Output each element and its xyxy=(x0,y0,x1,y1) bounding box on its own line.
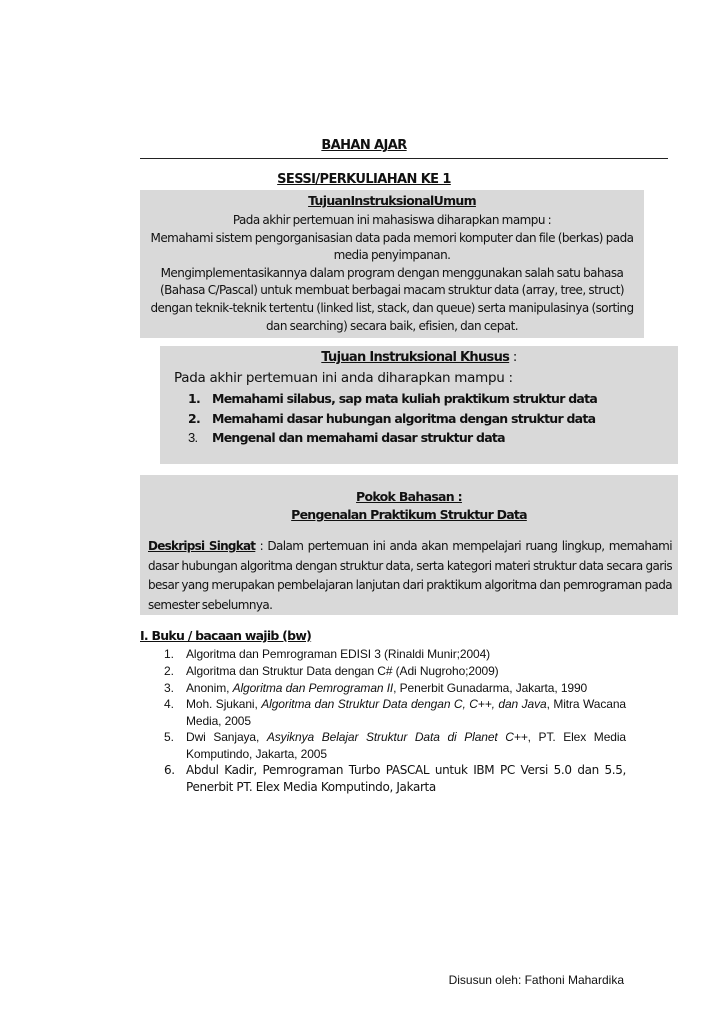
tik-item-text: Memahami silabus, sap mata kuliah praktikum struktur data xyxy=(212,391,598,406)
book-number: 5. xyxy=(164,730,174,745)
tik-item xyxy=(188,409,597,429)
tiu-body xyxy=(146,212,638,335)
tik-intro: Pada akhir pertemuan ini anda diharapkan mampu : xyxy=(174,370,513,386)
book-publisher: , Penerbit Gunadarma, Jakarta, 1990 xyxy=(393,680,588,695)
book-publisher: , Mitra Wacana Media, 2005 xyxy=(186,697,626,728)
tiu-line: dengan teknik-teknik tertentu (linked list, stack, dan queue) serta manipulasinya (sorting xyxy=(150,300,634,315)
book-author: Moh. Sjukani, xyxy=(186,697,262,712)
pokok-bahasan-title: Pokok Bahasan : xyxy=(356,489,462,504)
tik-heading xyxy=(160,350,678,365)
book-number: 6. xyxy=(164,763,175,778)
tik-item xyxy=(188,428,597,448)
tik-title: Tujuan Instruksional Khusus xyxy=(321,350,510,365)
tiu-line: Pada akhir pertemuan ini mahasiswa diharapkan mampu : xyxy=(232,213,552,227)
book-author: Dwi Sanjaya, xyxy=(186,730,267,745)
tiu-line: dan searching) secara baik, efisien, dan cepat. xyxy=(265,318,519,333)
tik-colon: : xyxy=(512,350,517,365)
deskripsi-singkat xyxy=(148,537,672,615)
book-item xyxy=(160,762,626,795)
book-number: 4. xyxy=(164,697,174,712)
footer-author: Disusun oleh: Fathoni Mahardika xyxy=(448,973,624,987)
book-title: Algoritma dan Pemrograman II xyxy=(232,680,394,695)
tiu-line: Memahami sistem pengorganisasian data pada memori komputer dan file (berkas) pada xyxy=(150,230,634,245)
book-number: 2. xyxy=(164,663,174,678)
tiu-title: TujuanInstruksionalUmum xyxy=(308,193,476,208)
book-publisher: , PT. Elex Media Komputindo, Jakarta, 2005 xyxy=(186,730,626,761)
session-title: SESSI/PERKULIAHAN KE 1 xyxy=(277,172,451,187)
pokok-bahasan-subtitle: Pengenalan Praktikum Struktur Data xyxy=(291,507,527,522)
tik-list xyxy=(188,389,597,448)
book-item xyxy=(160,646,626,662)
book-item xyxy=(160,663,626,679)
tik-item-text: Memahami dasar hubungan algoritma dengan struktur data xyxy=(212,410,596,426)
tiu-line: Mengimplementasikannya dalam program dengan menggunakan salah satu bahasa xyxy=(160,265,624,280)
book-title: Algoritma dan Struktur Data dengan C, C++, dan Java xyxy=(261,697,547,712)
book-text: Abdul Kadir, Pemrograman Turbo PASCAL untuk IBM PC Versi 5.0 dan 5.5, Penerbit PT. Elex Media Komputindo, Jakarta xyxy=(186,763,626,794)
book-number: 3. xyxy=(164,680,174,695)
book-item xyxy=(160,696,626,728)
book-item xyxy=(160,680,626,696)
buku-wajib-list xyxy=(160,646,626,796)
book-text: Algoritma dan Struktur Data dengan C# (Adi Nugroho;2009) xyxy=(186,663,499,678)
title-divider xyxy=(140,158,668,159)
tik-item-number: 1. xyxy=(188,391,200,406)
tiu-line: media penyimpanan. xyxy=(333,248,451,263)
book-author: Anonim, xyxy=(186,680,233,695)
buku-wajib-title: I. Buku / bacaan wajib (bw) xyxy=(140,628,312,643)
deskripsi-text: : Dalam pertemuan ini anda akan mempelajari ruang lingkup, memahami dasar hubungan algoritma dengan struktur data, serta kategori materi struktur data secara garis besar yang merupakan pembelajaran lanjutan dari praktikum algoritma dan pemrograman pada semester sebelumnya. xyxy=(148,539,673,612)
tiu-line: (Bahasa C/Pascal) untuk membuat berbagai macam struktur data (array, tree, struct) xyxy=(159,283,625,298)
book-title: Asyiknya Belajar Struktur Data di Planet C++ xyxy=(266,730,528,745)
tik-item-number: 2. xyxy=(188,410,200,426)
book-text: Algoritma dan Pemrograman EDISI 3 (Rinaldi Munir;2004) xyxy=(186,647,491,661)
tik-item-text: Mengenal dan memahami dasar struktur data xyxy=(212,430,505,445)
deskripsi-label: Deskripsi Singkat xyxy=(148,539,256,553)
page-title: BAHAN AJAR xyxy=(321,138,407,153)
book-item xyxy=(160,729,626,761)
book-number: 1. xyxy=(164,647,174,661)
tik-item-number: 3. xyxy=(188,430,198,445)
tik-item xyxy=(188,389,597,409)
